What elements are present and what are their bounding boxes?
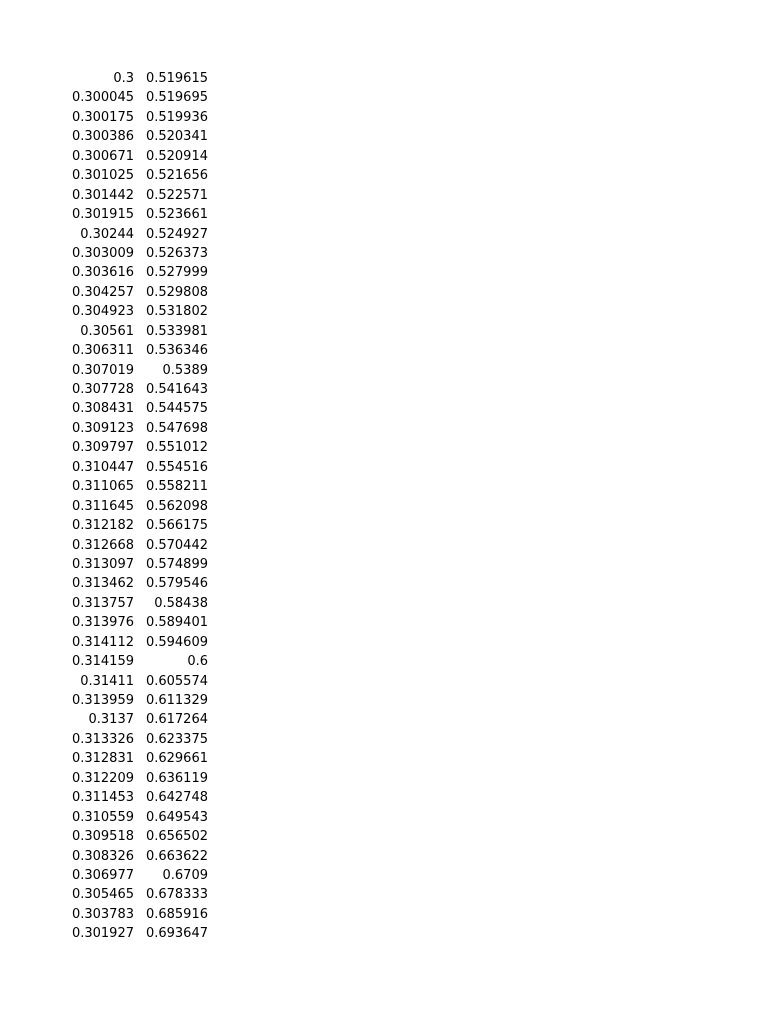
cell-column-2: 0.519695 [145, 90, 208, 106]
cell-column-1: 0.307019 [71, 362, 134, 378]
cell-column-2: 0.685916 [145, 906, 208, 922]
table-row [64, 516, 212, 535]
table-row [64, 166, 212, 185]
table-row [64, 205, 212, 224]
table-row [64, 555, 212, 574]
cell-column-1: 0.308326 [71, 848, 134, 864]
cell-column-1: 0.313097 [71, 556, 134, 572]
cell-column-2: 0.611329 [145, 693, 208, 708]
table-row [64, 749, 212, 768]
cell-column-1: 0.301927 [71, 926, 134, 942]
cell-column-2: 0.526373 [145, 245, 208, 261]
table-row [64, 885, 212, 904]
cell-column-1: 0.306977 [71, 867, 134, 883]
table-row [64, 69, 212, 88]
table-row [64, 924, 212, 943]
cell-column-2: 0.678333 [145, 887, 208, 903]
cell-column-2: 0.574899 [145, 556, 208, 572]
cell-column-1: 0.303616 [71, 265, 134, 281]
cell-column-1: 0.310447 [71, 459, 134, 475]
cell-column-1: 0.311065 [71, 479, 134, 495]
table-row [64, 438, 212, 457]
cell-column-1: 0.31411 [80, 673, 134, 689]
table-row [64, 652, 212, 671]
table-row [64, 866, 212, 885]
table-row [64, 730, 212, 749]
cell-column-1: 0.313757 [71, 595, 134, 611]
table-row [64, 788, 212, 807]
cell-column-2: 0.519615 [145, 71, 208, 86]
table-row [64, 497, 212, 516]
table-row [64, 244, 212, 263]
cell-column-1: 0.300671 [71, 148, 134, 164]
cell-column-1: 0.310559 [71, 809, 134, 825]
cell-column-1: 0.313326 [71, 731, 134, 747]
table-row [64, 108, 212, 127]
cell-column-2: 0.58438 [154, 595, 208, 611]
cell-column-1: 0.30561 [80, 323, 134, 339]
cell-column-2: 0.642748 [145, 790, 208, 806]
cell-column-2: 0.551012 [145, 440, 208, 456]
table-row [64, 225, 212, 244]
cell-column-2: 0.544575 [145, 401, 208, 417]
cell-column-1: 0.301442 [71, 187, 134, 203]
cell-column-2: 0.520914 [145, 148, 208, 164]
cell-column-2: 0.533981 [145, 323, 208, 339]
cell-column-1: 0.307728 [71, 382, 134, 397]
cell-column-1: 0.304257 [71, 284, 134, 300]
table-row [64, 574, 212, 593]
cell-column-1: 0.313462 [71, 576, 134, 592]
cell-column-2: 0.663622 [145, 848, 208, 864]
table-row [64, 808, 212, 827]
cell-column-2: 0.605574 [145, 673, 208, 689]
cell-column-1: 0.312831 [71, 751, 134, 767]
cell-column-2: 0.547698 [145, 420, 208, 436]
table-row [64, 458, 212, 477]
table-row [64, 672, 212, 691]
table-row [64, 263, 212, 282]
cell-column-2: 0.527999 [145, 265, 208, 281]
cell-column-1: 0.301025 [71, 168, 134, 184]
cell-column-1: 0.311453 [71, 790, 134, 806]
cell-column-1: 0.3 [113, 71, 134, 86]
table-row [64, 127, 212, 146]
cell-column-2: 0.656502 [145, 829, 208, 845]
cell-column-2: 0.594609 [145, 634, 208, 650]
cell-column-2: 0.636119 [145, 770, 208, 786]
cell-column-1: 0.30244 [80, 226, 134, 242]
cell-column-2: 0.562098 [145, 498, 208, 514]
table-row [64, 341, 212, 360]
table-row [64, 419, 212, 438]
table-row [64, 905, 212, 924]
table-body [64, 69, 212, 944]
table-row [64, 633, 212, 652]
cell-column-2: 0.536346 [145, 343, 208, 359]
cell-column-1: 0.314112 [71, 634, 134, 650]
cell-column-1: 0.306311 [71, 343, 134, 359]
cell-column-2: 0.524927 [145, 226, 208, 242]
cell-column-1: 0.312668 [71, 537, 134, 553]
cell-column-2: 0.629661 [145, 751, 208, 767]
table-row [64, 361, 212, 380]
cell-column-1: 0.309123 [71, 420, 134, 436]
cell-column-2: 0.523661 [145, 207, 208, 223]
table-row [64, 769, 212, 788]
table-row [64, 399, 212, 418]
table-row [64, 847, 212, 866]
table-row [64, 88, 212, 107]
cell-column-2: 0.617264 [145, 712, 208, 728]
table-row [64, 186, 212, 205]
cell-column-1: 0.309518 [71, 829, 134, 845]
cell-column-1: 0.305465 [71, 887, 134, 903]
cell-column-2: 0.566175 [145, 518, 208, 534]
cell-column-1: 0.300045 [71, 90, 134, 106]
cell-column-2: 0.541643 [145, 382, 208, 397]
table-row [64, 302, 212, 321]
table-row [64, 477, 212, 496]
cell-column-1: 0.312209 [71, 770, 134, 786]
cell-column-2: 0.558211 [145, 479, 208, 495]
cell-column-1: 0.304923 [71, 304, 134, 320]
cell-column-2: 0.570442 [145, 537, 208, 553]
cell-column-2: 0.6 [187, 654, 208, 670]
table-row [64, 147, 212, 166]
table-row [64, 380, 212, 399]
table-row [64, 322, 212, 341]
cell-column-2: 0.579546 [145, 576, 208, 592]
cell-column-2: 0.520341 [145, 129, 208, 145]
cell-column-1: 0.308431 [71, 401, 134, 417]
cell-column-2: 0.5389 [162, 362, 208, 378]
cell-column-2: 0.519936 [145, 109, 208, 125]
cell-column-1: 0.313959 [71, 693, 134, 708]
cell-column-2: 0.6709 [162, 867, 208, 883]
cell-column-2: 0.649543 [145, 809, 208, 825]
cell-column-1: 0.312182 [71, 518, 134, 534]
cell-column-2: 0.531802 [145, 304, 208, 320]
cell-column-1: 0.309797 [71, 440, 134, 456]
table-row [64, 283, 212, 302]
cell-column-1: 0.3137 [88, 712, 134, 728]
cell-column-1: 0.313976 [71, 615, 134, 631]
cell-column-2: 0.693647 [145, 926, 208, 942]
cell-column-2: 0.521656 [145, 168, 208, 184]
table-row [64, 536, 212, 555]
table-row [64, 594, 212, 613]
cell-column-2: 0.522571 [145, 187, 208, 203]
cell-column-1: 0.311645 [71, 498, 134, 514]
cell-column-1: 0.300386 [71, 129, 134, 145]
cell-column-2: 0.554516 [145, 459, 208, 475]
cell-column-1: 0.300175 [71, 109, 134, 125]
cell-column-1: 0.303009 [71, 245, 134, 261]
table-row [64, 827, 212, 846]
data-table [64, 69, 212, 944]
cell-column-1: 0.303783 [71, 906, 134, 922]
table-row [64, 691, 212, 710]
cell-column-2: 0.589401 [145, 615, 208, 631]
cell-column-1: 0.301915 [71, 207, 134, 223]
table-row [64, 613, 212, 632]
cell-column-2: 0.623375 [145, 731, 208, 747]
cell-column-2: 0.529808 [145, 284, 208, 300]
table-row [64, 710, 212, 729]
cell-column-1: 0.314159 [71, 654, 134, 670]
